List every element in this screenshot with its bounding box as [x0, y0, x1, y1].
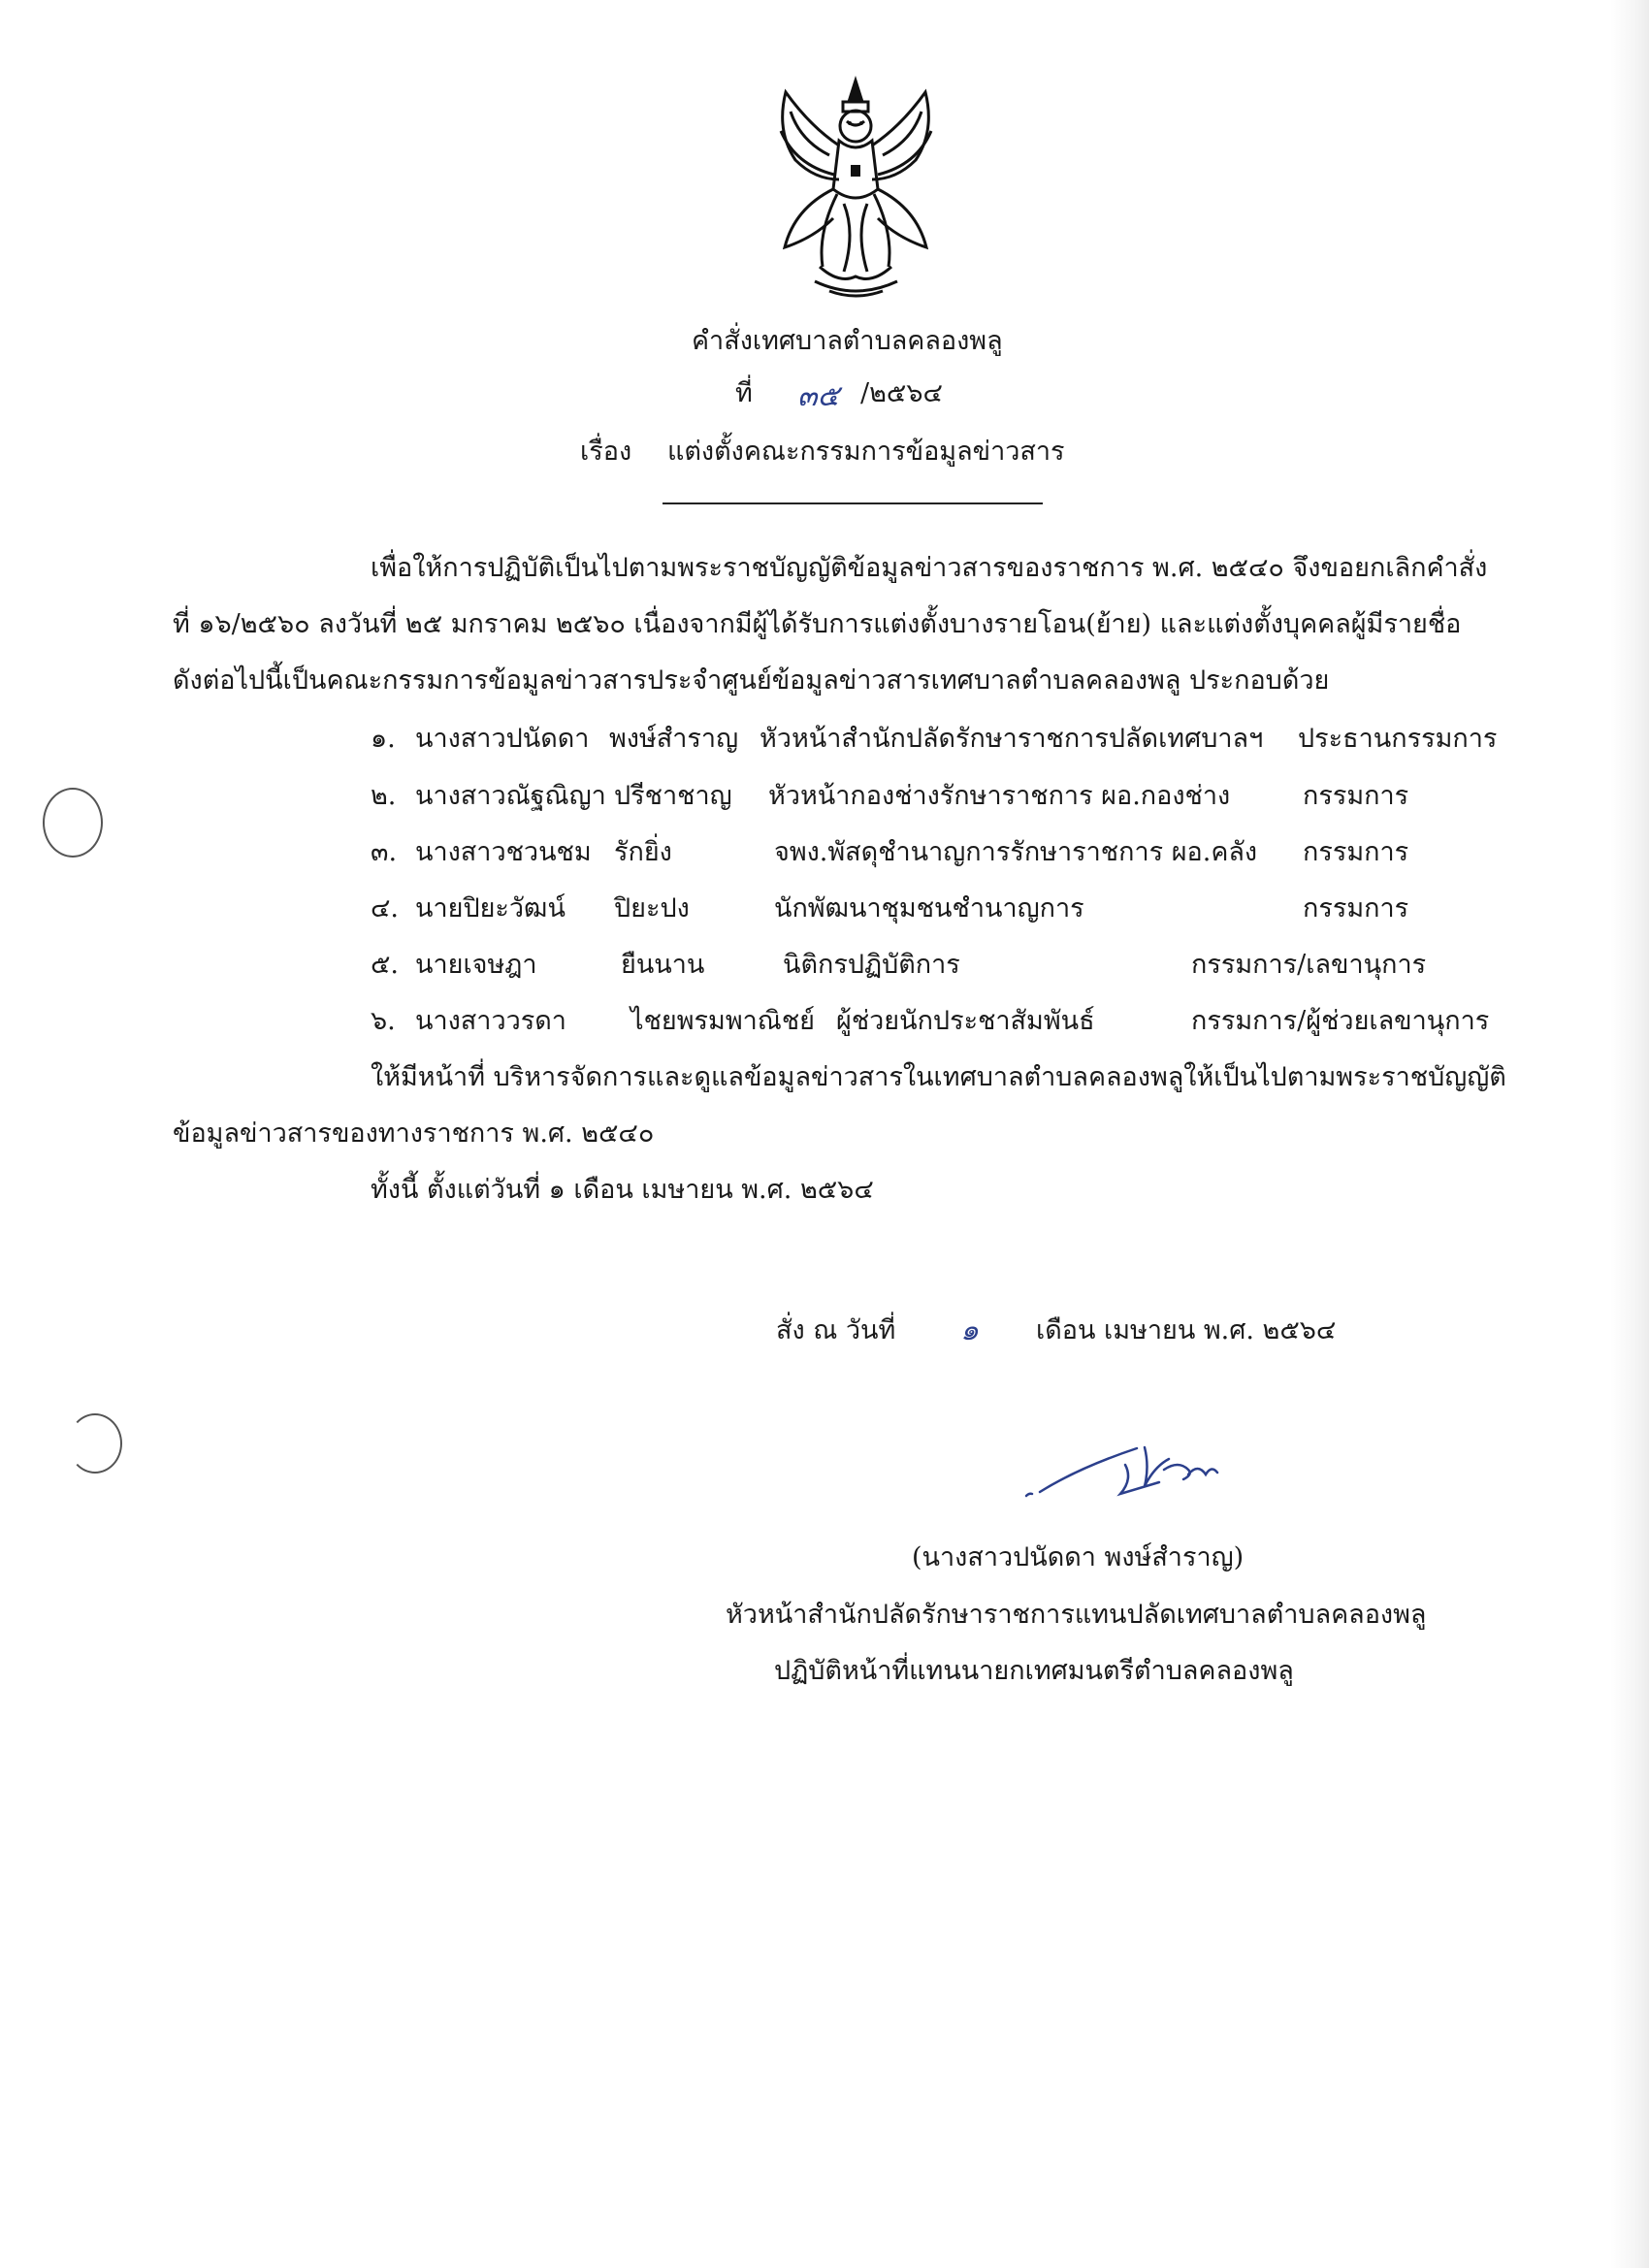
member-role: กรรมการ/ผู้ช่วยเลขานุการ — [1191, 1006, 1490, 1036]
member-role: กรรมการ — [1303, 837, 1409, 867]
signatory-title-1: หัวหน้าสำนักปลัดรักษาราชการแทนปลัดเทศบาลตำบลคลองพลู — [726, 1600, 1427, 1630]
member-name: นางสาวปนัดดา — [415, 724, 590, 754]
order-date-day-handwritten: ๑ — [960, 1313, 980, 1347]
member-position: หัวหน้าสำนักปลัดรักษาราชการปลัดเทศบาลฯ — [760, 724, 1264, 754]
subject-label: เรื่อง — [580, 437, 632, 467]
intro-line-1: เพื่อให้การปฏิบัติเป็นไปตามพระราชบัญญัติข้อมูลข่าวสารของราชการ พ.ศ. ๒๕๔๐ จึงขอยกเลิกคำสั่ง — [371, 553, 1488, 583]
order-number-year: /๒๕๖๔ — [860, 378, 943, 408]
member-position: จพง.พัสดุชำนาญการรักษาราชการ ผอ.คลัง — [774, 837, 1258, 867]
member-name: นางสาววรดา — [415, 1006, 566, 1036]
order-number-handwritten: ๓๕ — [797, 379, 840, 413]
member-number: ๓. — [371, 837, 398, 867]
signatory-name: (นางสาวปนัดดา พงษ์สำราญ) — [912, 1542, 1245, 1572]
order-title: คำสั่งเทศบาลตำบลคลองพลู — [692, 326, 1003, 356]
member-role: กรรมการ — [1303, 781, 1409, 811]
punch-hole-mark — [43, 788, 103, 858]
member-name: นายปิยะวัฒน์ — [415, 893, 566, 923]
member-number: ๖. — [371, 1006, 396, 1036]
order-date-prefix: สั่ง ณ วันที่ — [776, 1315, 896, 1345]
order-number-label: ที่ — [735, 378, 753, 408]
member-number: ๕. — [371, 950, 400, 980]
member-surname: พงษ์สำราญ — [609, 724, 739, 754]
member-surname: รักยิ่ง — [614, 837, 672, 867]
signatory-title-2: ปฏิบัติหน้าที่แทนนายกเทศมนตรีตำบลคลองพลู — [774, 1656, 1294, 1686]
member-name: นายเจษฎา — [415, 950, 537, 980]
effective-date: ทั้งนี้ ตั้งแต่วันที่ ๑ เดือน เมษายน พ.ศ. ๒๕๖๔ — [371, 1175, 874, 1205]
title-underline — [663, 502, 1043, 504]
member-role: กรรมการ/เลขานุการ — [1191, 950, 1427, 980]
member-surname: ยืนนาน — [621, 950, 705, 980]
member-name: นางสาวชวนชม — [415, 837, 592, 867]
order-date-suffix: เดือน เมษายน พ.ศ. ๒๕๖๔ — [1036, 1315, 1337, 1345]
punch-hole-mark — [68, 1413, 122, 1474]
member-number: ๒. — [371, 781, 397, 811]
handwritten-signature — [1018, 1436, 1251, 1513]
member-position: หัวหน้ากองช่างรักษาราชการ ผอ.กองช่าง — [768, 781, 1231, 811]
member-position: นิติกรปฏิบัติการ — [783, 950, 960, 980]
member-surname: ปิยะปง — [614, 893, 690, 923]
duty-line-1: ให้มีหน้าที่ บริหารจัดการและดูแลข้อมูลข่าวสารในเทศบาลตำบลคลองพลูให้เป็นไปตามพระราชบัญญัติ — [371, 1062, 1506, 1092]
member-surname: ไชยพรมพาณิชย์ — [630, 1006, 815, 1036]
member-number: ๑. — [371, 724, 396, 754]
intro-line-3: ดังต่อไปนี้เป็นคณะกรรมการข้อมูลข่าวสารประจำศูนย์ข้อมูลข่าวสารเทศบาลตำบลคลองพลู ประกอบด้วย — [173, 665, 1330, 696]
garuda-emblem — [761, 73, 951, 301]
intro-line-2: ที่ ๑๖/๒๕๖๐ ลงวันที่ ๒๕ มกราคม ๒๕๖๐ เนื่องจากมีผู้ได้รับการแต่งตั้งบางรายโอน(ย้าย) และแต่งตั้งบุคคลผู้มีรายชื่อ — [173, 609, 1462, 639]
member-position: ผู้ช่วยนักประชาสัมพันธ์ — [836, 1006, 1095, 1036]
member-name: นางสาวณัฐณิญา — [415, 781, 606, 811]
member-surname: ปรีชาชาญ — [614, 781, 732, 811]
member-number: ๔. — [371, 893, 400, 923]
member-position: นักพัฒนาชุมชนชำนาญการ — [774, 893, 1084, 923]
paper-edge-shadow — [1610, 0, 1649, 2268]
subject-text: แต่งตั้งคณะกรรมการข้อมูลข่าวสาร — [667, 437, 1065, 467]
member-role: ประธานกรรมการ — [1298, 724, 1498, 754]
member-role: กรรมการ — [1303, 893, 1409, 923]
duty-line-2: ข้อมูลข่าวสารของทางราชการ พ.ศ. ๒๕๔๐ — [173, 1118, 655, 1149]
